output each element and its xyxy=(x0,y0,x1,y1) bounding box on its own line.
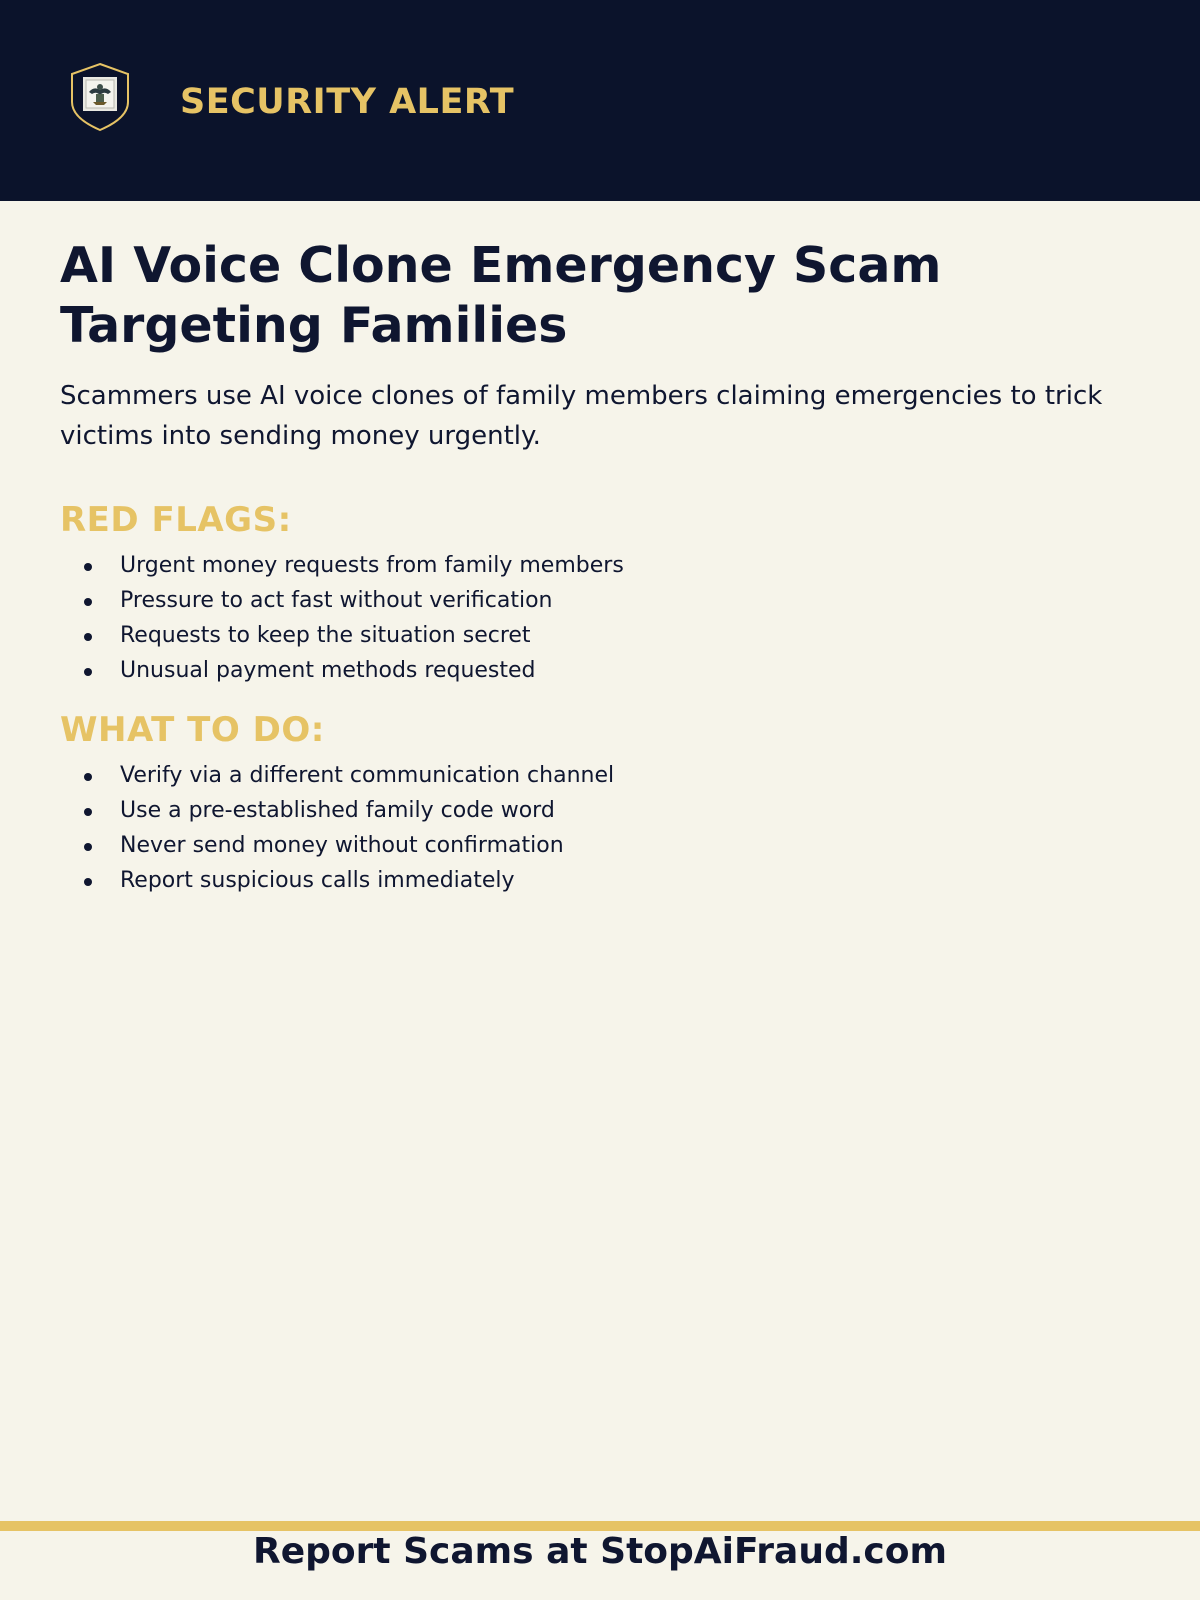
list-item-text: Verify via a different communication channel xyxy=(120,763,615,788)
list-item-text: Report suspicious calls immediately xyxy=(120,868,515,893)
what-to-do-list xyxy=(60,758,1060,898)
list-item-text: Requests to keep the situation secret xyxy=(120,623,531,648)
list-item xyxy=(60,863,1060,898)
list-item xyxy=(60,758,1060,793)
header-title: SECURITY ALERT xyxy=(180,82,515,122)
footer-report-text: Report Scams at StopAiFraud.com xyxy=(252,1531,948,1572)
bullet-icon xyxy=(84,808,92,816)
bullet-icon xyxy=(84,633,92,641)
list-item xyxy=(60,653,1060,688)
list-item-text: Pressure to act fast without verification xyxy=(120,588,553,613)
alert-summary: Scammers use AI voice clones of family members claiming emergencies to trick victims into sending money urgently. xyxy=(60,381,1103,451)
bullet-icon xyxy=(84,843,92,851)
red-flags-list xyxy=(60,548,1060,688)
list-item xyxy=(60,828,1060,863)
list-item xyxy=(60,583,1060,618)
bullet-icon xyxy=(84,773,92,781)
list-item-text: Never send money without confirmation xyxy=(120,833,564,858)
red-flags-heading: RED FLAGS: xyxy=(60,500,292,540)
list-item-text: Use a pre-established family code word xyxy=(120,798,555,823)
bullet-icon xyxy=(84,563,92,571)
list-item-text: Unusual payment methods requested xyxy=(120,658,536,683)
list-item xyxy=(60,548,1060,583)
shield-emblem-icon xyxy=(69,62,131,132)
bullet-icon xyxy=(84,668,92,676)
header-banner xyxy=(0,0,1200,201)
what-to-do-heading: WHAT TO DO: xyxy=(60,710,325,750)
list-item-text: Urgent money requests from family members xyxy=(120,553,624,578)
list-item xyxy=(60,618,1060,653)
alert-title: AI Voice Clone Emergency Scam Targeting Families xyxy=(60,237,942,354)
bullet-icon xyxy=(84,598,92,606)
list-item xyxy=(60,793,1060,828)
bullet-icon xyxy=(84,878,92,886)
